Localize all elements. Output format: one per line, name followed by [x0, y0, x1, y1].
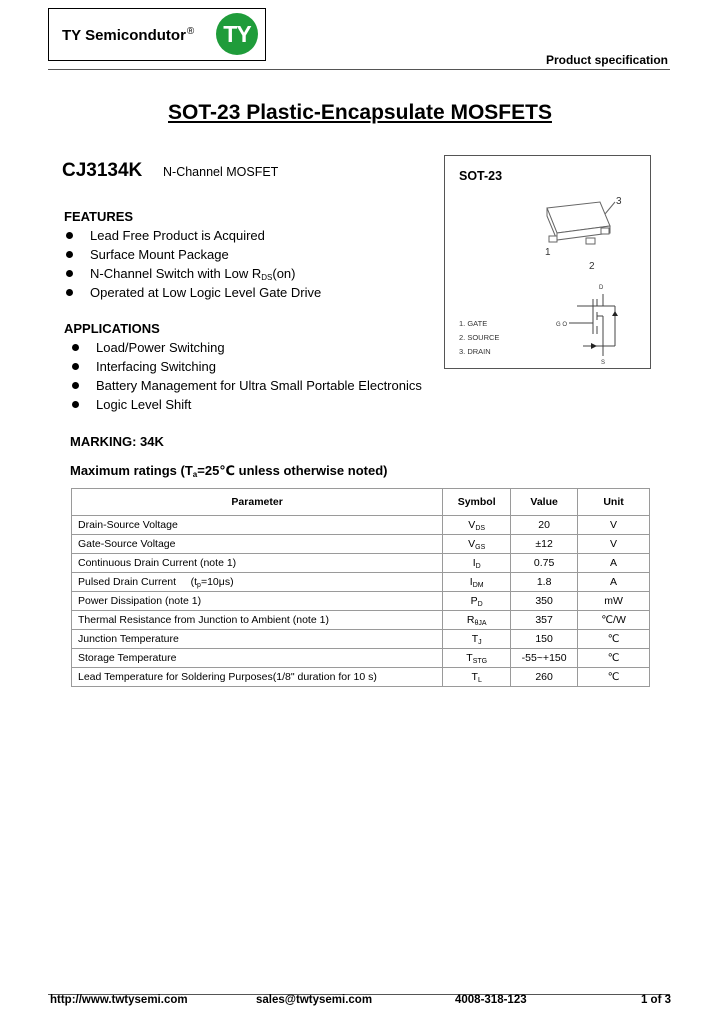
spec-label: Product specification — [545, 53, 668, 67]
list-item: Battery Management for Ultra Small Portable Electronics — [70, 376, 422, 395]
gate-label: G O — [556, 322, 568, 328]
list-item: N-Channel Switch with Low $R_{DS}(on)$ — [64, 264, 321, 283]
part-description: N-Channel MOSFET — [163, 165, 279, 179]
page-title: SOT-23 Plastic-Encapsulate MOSFETS — [168, 101, 552, 124]
list-item: Operated at Low Logic Level Gate Drive — [64, 283, 321, 302]
applications-heading: APPLICATIONS — [64, 321, 160, 336]
company-logo — [48, 8, 266, 61]
list-item: Surface Mount Package — [64, 245, 321, 264]
column-header: Unit — [578, 489, 650, 516]
header-divider — [48, 69, 670, 70]
part-number: CJ3134K — [62, 160, 143, 181]
table-row: Pulsed Drain Current (tp=10μs) IDM 1.8 A — [72, 573, 650, 592]
table-row: Lead Temperature for Soldering Purposes(1/8" duration for 10 s) TL 260 ℃ — [72, 668, 650, 687]
table-header-row — [72, 489, 650, 516]
list-item: Lead Free Product is Acquired — [64, 226, 321, 245]
column-header: Parameter — [72, 489, 443, 516]
table-row: Junction Temperature TJ 150 ℃ — [72, 630, 650, 649]
package-title: SOT-23 — [459, 169, 503, 183]
list-item: Interfacing Switching — [70, 357, 422, 376]
table-row: Power Dissipation (note 1) PD 350 mW — [72, 592, 650, 611]
page-number: 1 of 3 — [640, 994, 671, 1006]
list-item: Load/Power Switching — [70, 338, 422, 357]
table-row: Drain-Source Voltage VDS 20 V — [72, 516, 650, 535]
pin-label-2: 2 — [589, 261, 595, 272]
table-row: Storage Temperature TSTG -55~+150 ℃ — [72, 649, 650, 668]
source-label: S — [601, 360, 606, 366]
table-row: Gate-Source Voltage VGS ±12 V — [72, 535, 650, 554]
max-ratings-table — [71, 488, 650, 687]
pin-label-1: 1 — [545, 247, 551, 258]
table-row: Continuous Drain Current (note 1) ID 0.75 A — [72, 554, 650, 573]
applications-list — [70, 338, 422, 414]
sot23-package-icon — [547, 202, 615, 244]
features-list — [64, 226, 321, 302]
column-header: Symbol — [443, 489, 511, 516]
logo-badge: TY — [216, 13, 258, 55]
registered-mark: ® — [186, 26, 195, 37]
footer-email-link[interactable]: sales@twtysemi.com — [256, 994, 373, 1006]
column-header: Value — [511, 489, 578, 516]
table-row: Thermal Resistance from Junction to Ambient (note 1) RθJA 357 ℃/W — [72, 611, 650, 630]
ratings-heading: Maximum ratings ($T_a=25℃$ unless otherwise noted) — [70, 463, 388, 479]
pin-legend: 1. GATE 2. SOURCE 3. DRAIN — [459, 319, 500, 356]
drain-label: D — [599, 285, 604, 291]
footer-website-link[interactable]: http://www.twtysemi.com — [50, 994, 188, 1006]
features-heading: FEATURES — [64, 209, 134, 224]
footer-phone: 4008-318-123 — [455, 994, 527, 1006]
marking-code: MARKING: 34K — [70, 434, 164, 449]
pin-label-3: 3 — [616, 196, 622, 207]
logo-text: TY Semicondutor® — [62, 26, 195, 44]
package-diagram-box — [444, 155, 651, 369]
list-item: Logic Level Shift — [70, 395, 422, 414]
